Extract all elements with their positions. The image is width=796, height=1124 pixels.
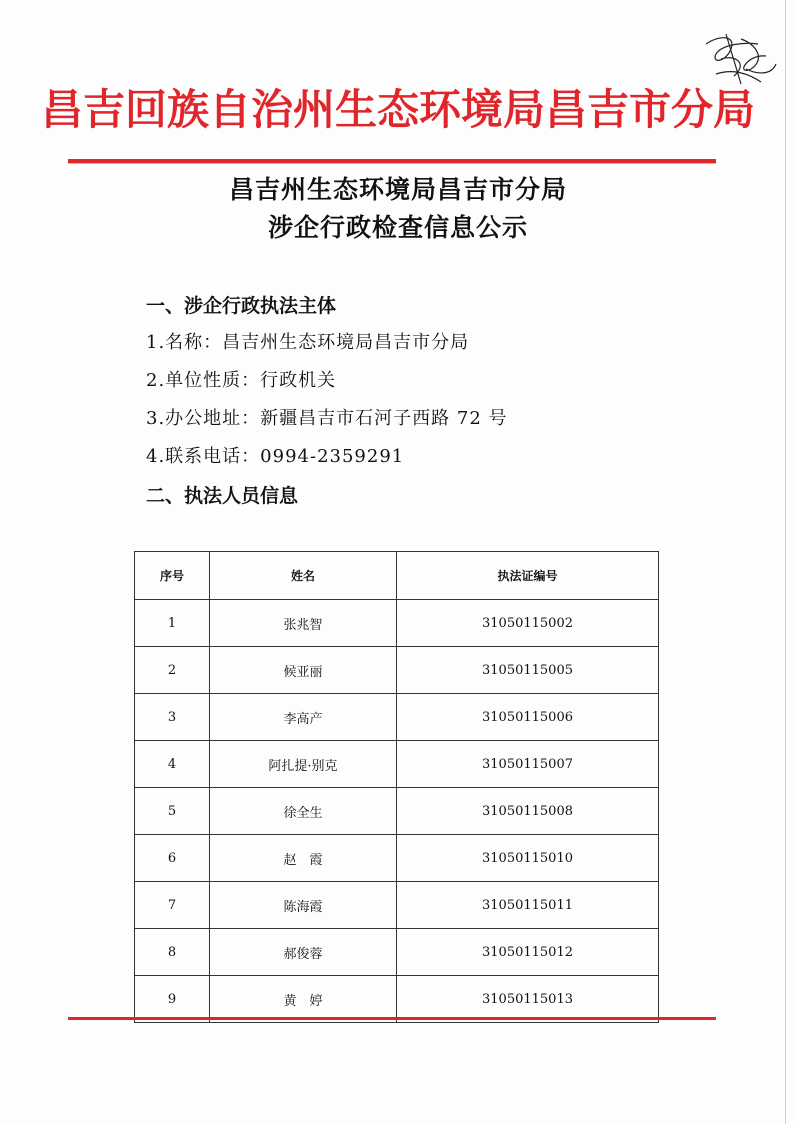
cell-name: 李高产 — [210, 694, 397, 741]
cell-certificate: 31050115008 — [397, 788, 659, 835]
section-heading-staff: 二、执法人员信息 — [146, 485, 299, 507]
table-row — [135, 741, 659, 788]
cell-name: 张兆智 — [210, 600, 397, 647]
cell-certificate: 31050115011 — [397, 882, 659, 929]
table-row — [135, 835, 659, 882]
entity-phone-line: 4.联系电话：0994-2359291 — [146, 446, 405, 467]
cell-index: 6 — [135, 835, 210, 882]
cell-certificate: 31050115012 — [397, 929, 659, 976]
document-title-line-2: 涉企行政检查信息公示 — [267, 213, 528, 242]
table-row — [135, 694, 659, 741]
cell-name: 陈海霞 — [210, 882, 397, 929]
cell-index: 5 — [135, 788, 210, 835]
column-header-index: 序号 — [135, 552, 210, 600]
column-header-certificate: 执法证编号 — [397, 552, 659, 600]
entity-type-line: 2.单位性质：行政机关 — [146, 370, 337, 391]
scan-edge — [785, 0, 786, 1124]
cell-index: 3 — [135, 694, 210, 741]
table-row — [135, 600, 659, 647]
organization-header: 昌吉回族自治州生态环境局昌吉市分局 — [40, 85, 755, 134]
cell-index: 9 — [135, 976, 210, 1023]
table-row — [135, 976, 659, 1023]
cell-index: 2 — [135, 647, 210, 694]
cell-index: 7 — [135, 882, 210, 929]
cell-name: 赵 霞 — [210, 835, 397, 882]
cell-name: 郝俊蓉 — [210, 929, 397, 976]
cell-certificate: 31050115002 — [397, 600, 659, 647]
cell-name: 阿扎提·别克 — [210, 741, 397, 788]
document-title-line-1: 昌吉州生态环境局昌吉市分局 — [228, 175, 567, 204]
entity-address-line: 3.办公地址：新疆昌吉市石河子西路 72 号 — [146, 408, 508, 429]
cell-certificate: 31050115013 — [397, 976, 659, 1023]
red-footer-rule — [68, 1017, 716, 1020]
red-header-rule — [68, 159, 716, 163]
cell-name: 徐全生 — [210, 788, 397, 835]
table-header-row — [135, 552, 659, 600]
table-row — [135, 647, 659, 694]
cell-index: 1 — [135, 600, 210, 647]
table-row — [135, 929, 659, 976]
cell-name: 候亚丽 — [210, 647, 397, 694]
cell-index: 8 — [135, 929, 210, 976]
cell-index: 4 — [135, 741, 210, 788]
section-heading-entity: 一、涉企行政执法主体 — [146, 295, 337, 317]
entity-name-line: 1.名称：昌吉州生态环境局昌吉市分局 — [146, 332, 470, 353]
table-row — [135, 788, 659, 835]
enforcement-staff-table — [134, 551, 659, 1023]
cell-certificate: 31050115010 — [397, 835, 659, 882]
column-header-name: 姓名 — [210, 552, 397, 600]
cell-certificate: 31050115005 — [397, 647, 659, 694]
cell-certificate: 31050115007 — [397, 741, 659, 788]
table-row — [135, 882, 659, 929]
cell-name: 黄 婷 — [210, 976, 397, 1023]
cell-certificate: 31050115006 — [397, 694, 659, 741]
